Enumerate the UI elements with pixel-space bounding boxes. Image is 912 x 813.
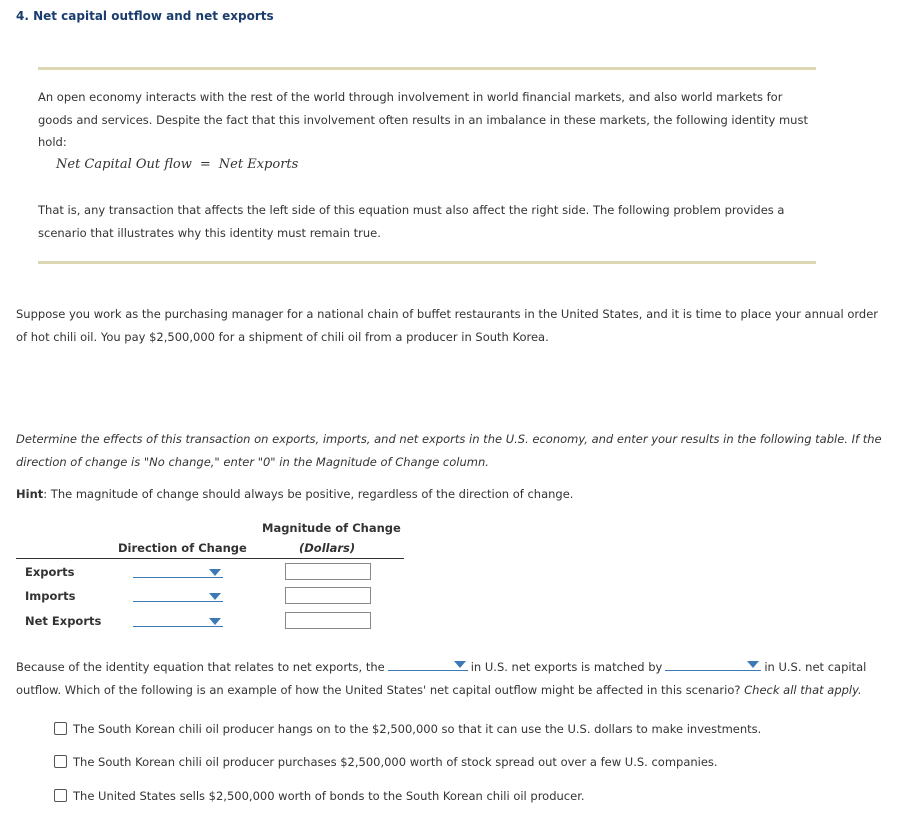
bottom-rule xyxy=(38,261,816,264)
option-label-1[interactable]: The South Korean chili oil producer hangs on to the $2,500,000 so that it can use the U.S. dollars to make investments. xyxy=(73,722,762,736)
option-checkbox-1[interactable] xyxy=(54,722,67,735)
row-label-exports: Exports xyxy=(25,565,75,579)
imports-magnitude-input[interactable] xyxy=(285,587,371,604)
hint-text xyxy=(16,487,573,501)
net-capital-outflow-change-dropdown[interactable] xyxy=(665,658,761,671)
identity-part1: Because of the identity equation that relates to net exports, the xyxy=(16,660,385,674)
equation-right: Net Exports xyxy=(218,157,299,172)
col-header-magnitude: Magnitude of Change xyxy=(262,521,401,535)
identity-part4: outflow. Which of the following is an example of how the United States' net capital outflow might be affected in this scenario? xyxy=(16,682,741,697)
chevron-down-icon xyxy=(454,661,466,668)
exports-magnitude-input[interactable] xyxy=(285,563,371,580)
identity-part3: in U.S. net capital xyxy=(764,660,867,674)
equation-operator: = xyxy=(199,157,211,172)
intro-paragraph: An open economy interacts with the rest of the world through involvement in world financial markets, and also world markets for goods and services. Despite the fact that this involvement often results in an imbalance in these markets, the following identity must hold: xyxy=(38,90,808,149)
instructions-text: Determine the effects of this transaction on exports, imports, and net exports in the U.S. economy, and enter your results in the following table. If the direction of change is "No change," enter "0" in the Magnitude of Change column. xyxy=(16,432,882,469)
net-exports-magnitude-input[interactable] xyxy=(285,612,371,629)
table-header-rule xyxy=(16,558,404,559)
chevron-down-icon xyxy=(747,661,759,668)
option-checkbox-2[interactable] xyxy=(54,755,67,768)
equation-left: Net Capital Out flow xyxy=(56,157,192,172)
net-exports-change-dropdown[interactable] xyxy=(388,658,468,671)
intro-paragraph-2: That is, any transaction that affects the left side of this equation must also affect the right side. The following problem provides a scenario that illustrates why this identity must remain true. xyxy=(38,203,785,240)
hint-body: : The magnitude of change should always be positive, regardless of the direction of change. xyxy=(43,487,574,501)
identity-question xyxy=(16,656,896,701)
identity-equation xyxy=(56,157,298,172)
imports-direction-dropdown[interactable] xyxy=(133,591,223,602)
exports-direction-dropdown[interactable] xyxy=(133,567,223,578)
row-label-imports: Imports xyxy=(25,589,76,603)
identity-part2: in U.S. net exports is matched by xyxy=(470,660,663,674)
chevron-down-icon xyxy=(209,593,221,600)
scenario-text: Suppose you work as the purchasing manager for a national chain of buffet restaurants in the United States, and it is time to place your annual order of hot chili oil. You pay $2,500,000 for a shipment of chili oil from a producer in South Korea. xyxy=(16,307,879,344)
top-rule xyxy=(38,67,816,70)
col-header-magnitude-unit: (Dollars) xyxy=(299,541,356,555)
option-label-3[interactable]: The United States sells $2,500,000 worth of bonds to the South Korean chili oil producer. xyxy=(73,789,585,803)
question-title: 4. Net capital outflow and net exports xyxy=(16,9,274,23)
chevron-down-icon xyxy=(209,618,221,625)
chevron-down-icon xyxy=(209,569,221,576)
check-all-note: Check all that apply. xyxy=(744,682,862,697)
row-label-net-exports: Net Exports xyxy=(25,614,102,628)
option-label-2[interactable]: The South Korean chili oil producer purchases $2,500,000 worth of stock spread out over a few U.S. companies. xyxy=(73,755,718,769)
col-header-direction: Direction of Change xyxy=(118,541,247,555)
option-checkbox-3[interactable] xyxy=(54,789,67,802)
net-exports-direction-dropdown[interactable] xyxy=(133,616,223,627)
hint-label: Hint xyxy=(16,487,44,501)
